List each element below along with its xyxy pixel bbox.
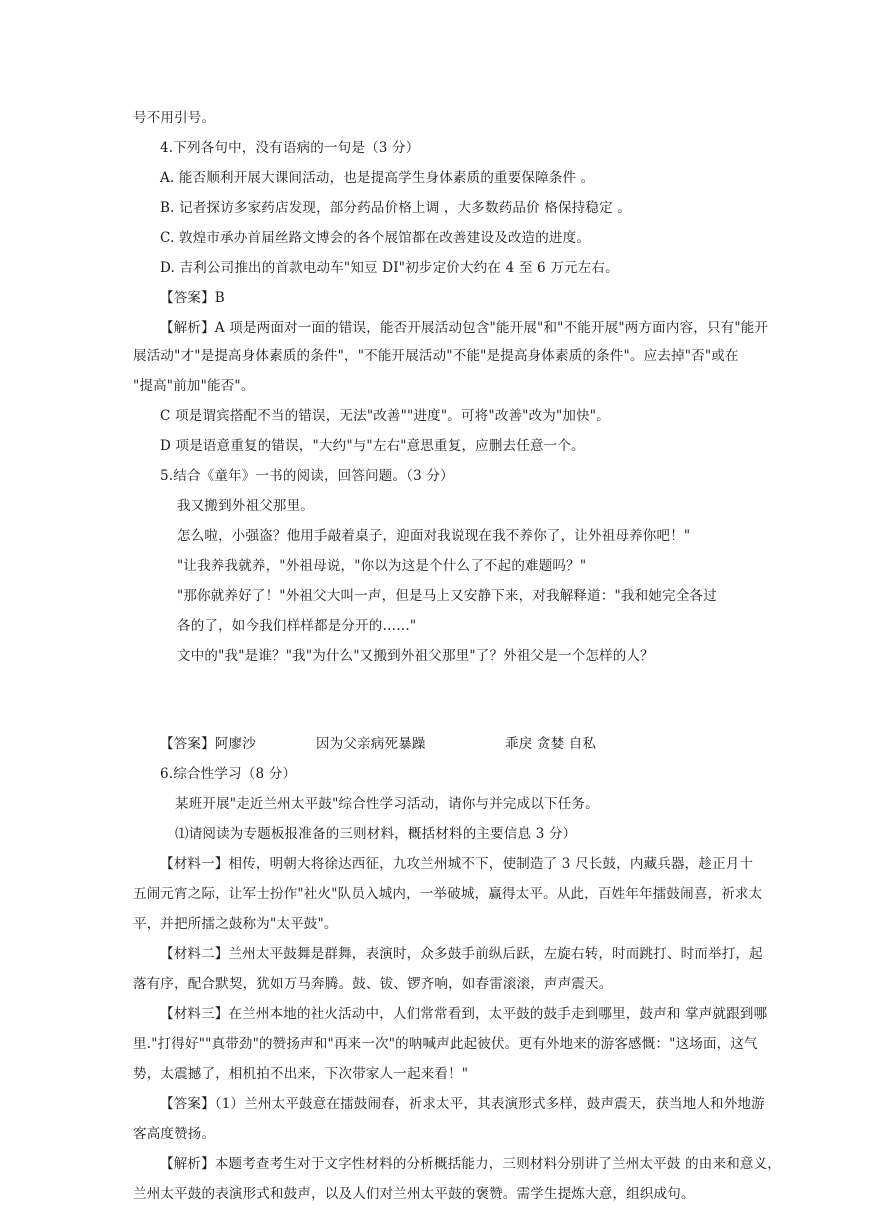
question-6-intro: 某班开展"走近兰州太平鼓"综合性学习活动，请你与并完成以下任务。 [175,796,599,812]
question-5: 5.结合《童年》一书的阅读，回答问题。（3 分） [160,468,454,484]
answer-5-part-3: 乖戾 贪婪 自私 [505,736,597,752]
answer-5-part-2: 因为父亲病死暴躁 [316,736,426,752]
material-1-line-1: 【材料一】相传，明朝大将徐达西征，九攻兰州城不下，使制造了 3 尺长鼓，内藏兵器，趁正月十 [160,856,754,872]
option-c: C. 敦煌市承办首届丝路文博会的各个展馆都在改善建设及改造的进度。 [160,230,591,246]
question-6: 6.综合性学习（8 分） [160,766,297,782]
option-a: A. 能否顺利开展大课间活动，也是提高学生身体素质的重要保障条件 。 [160,170,595,186]
analysis-4-d: D 项是语意重复的错误，"大约"与"左右"意思重复，应删去任意一个。 [160,438,585,454]
material-3-line-3: 势，太震撼了，相机拍不出来，下次带家人一起来看！" [133,1066,469,1082]
material-1-line-2: 五闹元宵之际，让军士扮作"社火"队员入城内，一举破城，赢得太平。从此，百姓年年擂鼓闹喜，祈求太 [133,886,763,902]
analysis-4-line-3: "提高"前加"能否"。 [133,378,255,394]
excerpt-line: 我又搬到外祖父那里。 [177,498,314,514]
excerpt-line: "那你就养好了！"外祖父大叫一声，但是马上又安静下来，对我解释道："我和她完全各过 [177,588,717,604]
excerpt-line: 怎么啦，小强盗？他用手敲着桌子，迎面对我说现在我不养你了，让外祖母养你吧！" [177,528,691,544]
answer-6-line-1: 【答案】（1）兰州太平鼓意在擂鼓闹春，祈求太平，其表演形式多样，鼓声震天，获当地人和外地游 [160,1096,765,1112]
analysis-6-line-2: 兰州太平鼓的表演形式和鼓声，以及人们对兰州太平鼓的褒赞。需学生提炼大意，组织成句。 [133,1186,695,1202]
analysis-4-line-2: 展活动"才"是提高身体素质的条件"，"不能开展活动"不能"是提高身体素质的条件"。应去掉"否"或在 [133,348,739,364]
question-5-prompt: 文中的"我"是谁？"我"为什么"又搬到外祖父那里"了？外祖父是一个怎样的人？ [177,648,654,664]
option-d: D. 吉利公司推出的首款电动车"知豆 DI"初步定价大约在 4 至 6 万元左右。 [160,260,619,276]
text-line: 号不用引号。 [133,110,216,126]
analysis-4-line-1: 【解析】A 项是两面对一面的错误，能否开展活动包含"能开展"和"不能开展"两方面内容，只有"能开 [160,320,769,336]
material-3-line-2: 里."打得好""真带劲"的赞扬声和"再来一次"的呐喊声此起彼伏。更有外地来的游客感慨："这场面，这气 [133,1036,758,1052]
material-1-line-3: 平，并把所擂之鼓称为"太平鼓"。 [133,916,338,932]
answer-4: 【答案】B [160,290,225,306]
excerpt-line: 各的了，如今我们样样都是分开的……" [177,618,417,634]
material-2-line-1: 【材料二】兰州太平鼓舞是群舞，表演时，众多鼓手前纵后跃，左旋右转，时而跳打、时而举打，起 [160,946,763,962]
material-2-line-2: 落有序，配合默契，犹如万马奔腾。鼓、钹、锣齐响，如春雷滚滚，声声震天。 [133,976,613,992]
excerpt-line: "让我养我就养，"外祖母说，"你以为这是个什么了不起的难题吗？" [177,558,587,574]
analysis-4-c: C 项是谓宾搭配不当的错误，无法"改善""进度"。可将"改善"改为"加快"。 [160,408,610,424]
question-6-task-1: ⑴请阅读为专题板报准备的三则材料，概括材料的主要信息 3 分） [175,826,577,842]
option-b: B. 记者探访多家药店发现，部分药品价格上调 ，大多数药品价 格保持稳定 。 [160,200,631,216]
material-3-line-1: 【材料三】在兰州本地的社火活动中，人们常常看到，太平鼓的鼓手走到哪里，鼓声和 掌声就跟到哪 [160,1006,768,1022]
answer-5-part-1: 【答案】阿廖沙 [160,736,256,752]
analysis-6-line-1: 【解析】本题考查考生对于文字性材料的分析概括能力，三则材料分别讲了兰州太平鼓 的由来和意义， [160,1156,781,1172]
question-4: 4.下列各句中，没有语病的一句是（3 分） [160,140,420,156]
answer-6-line-2: 客高度赞扬。 [133,1126,216,1142]
